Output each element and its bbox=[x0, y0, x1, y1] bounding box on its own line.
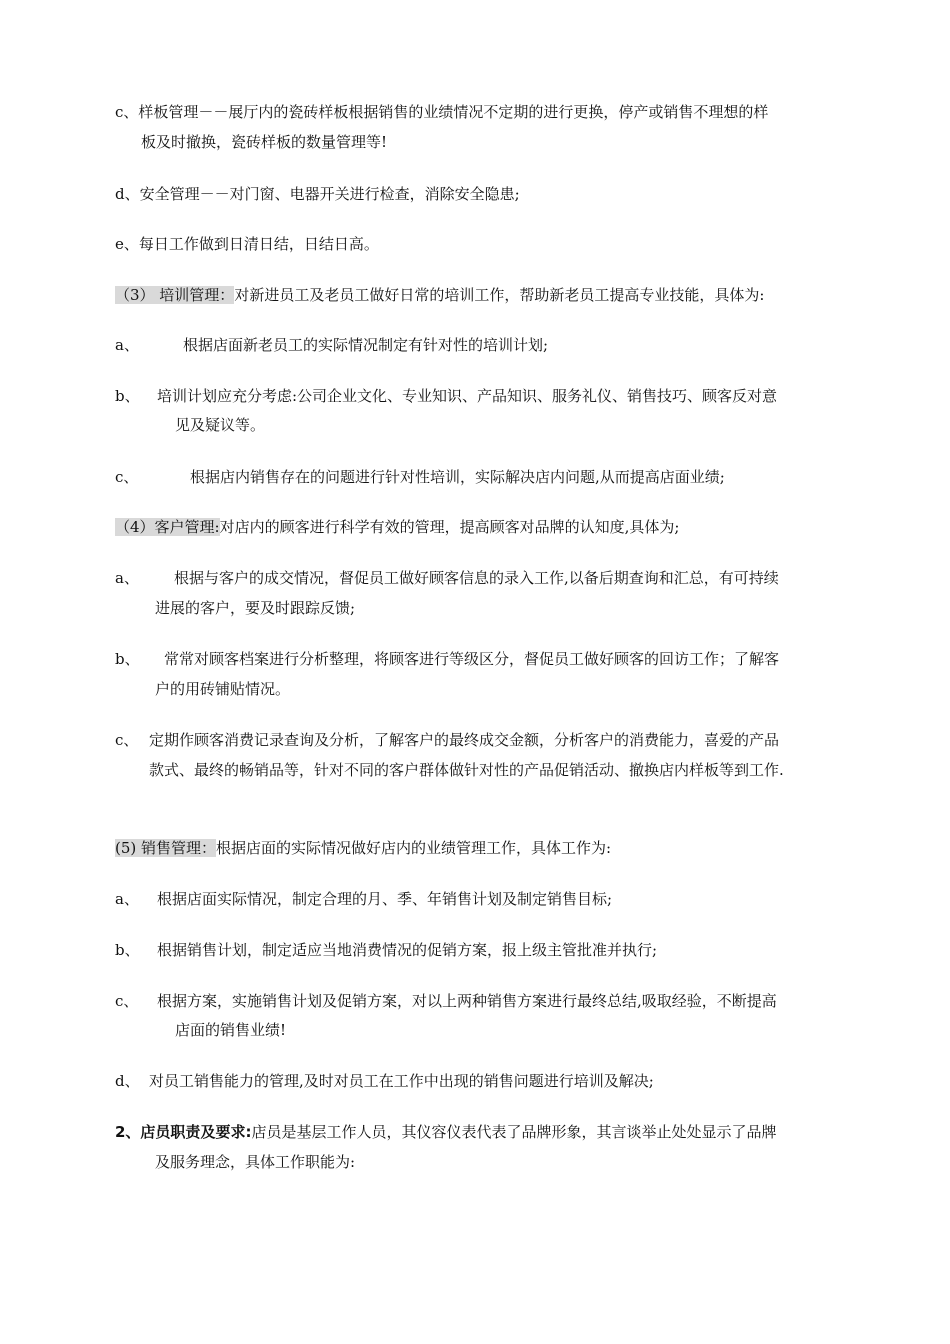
customer-item-a-cont: 进展的客户，要及时跟踪反馈; bbox=[155, 599, 356, 617]
sales-item-c-cont: 店面的销售业绩! bbox=[175, 1021, 287, 1039]
sales-item-c-marker: c、 bbox=[115, 992, 139, 1010]
training-item-b-cont: 见及疑议等。 bbox=[175, 416, 266, 434]
section-customer-label: （4）客户管理: bbox=[115, 518, 220, 536]
section-training-text: 对新进员工及老员工做好日常的培训工作，帮助新老员工提高专业技能，具体为: bbox=[234, 286, 765, 304]
item-c-sample-management-cont: 板及时撤换，瓷砖样板的数量管理等! bbox=[141, 133, 388, 151]
customer-item-b-marker: b、 bbox=[115, 650, 140, 668]
customer-item-b-cont: 户的用砖铺贴情况。 bbox=[155, 680, 291, 698]
item-d-safety-management: d、安全管理－－对门窗、电器开关进行检查，消除安全隐患; bbox=[115, 185, 520, 203]
item-e-daily-work: e、每日工作做到日清日结，日结日高。 bbox=[115, 235, 379, 253]
training-item-c: 根据店内销售存在的问题进行针对性培训，实际解决店内问题,从而提高店面业绩; bbox=[190, 468, 725, 486]
customer-item-c-marker: c、 bbox=[115, 731, 139, 749]
training-item-c-marker: c、 bbox=[115, 468, 139, 486]
training-item-a: 根据店面新老员工的实际情况制定有针对性的培训计划; bbox=[183, 336, 549, 354]
customer-item-a: 根据与客户的成交情况，督促员工做好顾客信息的录入工作,以备后期查询和汇总，有可持续 bbox=[174, 569, 779, 587]
section-training-label: （3） 培训管理： bbox=[115, 286, 235, 304]
section-sales-label: (5) 销售管理： bbox=[115, 839, 217, 857]
section-sales-heading bbox=[115, 837, 611, 859]
section-staff-duties-text: 店员是基层工作人员，其仪容仪表代表了品牌形象，其言谈举止处处显示了品牌 bbox=[251, 1123, 777, 1141]
sales-item-a-marker: a、 bbox=[115, 890, 139, 908]
sales-item-d-marker: d、 bbox=[115, 1072, 140, 1090]
section-customer-heading bbox=[115, 516, 679, 538]
training-item-b-marker: b、 bbox=[115, 387, 140, 405]
sales-item-d: 对员工销售能力的管理,及时对员工在工作中出现的销售问题进行培训及解决; bbox=[149, 1072, 654, 1090]
section-training-heading bbox=[115, 284, 764, 306]
sales-item-a: 根据店面实际情况，制定合理的月、季、年销售计划及制定销售目标; bbox=[157, 890, 613, 908]
training-item-b: 培训计划应充分考虑:公司企业文化、专业知识、产品知识、服务礼仪、销售技巧、顾客反对意 bbox=[157, 387, 778, 405]
customer-item-c: 定期作顾客消费记录查询及分析，了解客户的最终成交金额，分析客户的消费能力，喜爱的产品 bbox=[149, 731, 780, 749]
section-staff-duties-heading bbox=[115, 1121, 776, 1143]
customer-item-a-marker: a、 bbox=[115, 569, 139, 587]
sales-item-c: 根据方案，实施销售计划及促销方案，对以上两种销售方案进行最终总结,吸取经验，不断提高 bbox=[157, 992, 777, 1010]
sales-item-b-marker: b、 bbox=[115, 941, 140, 959]
item-c-sample-management: c、样板管理－－展厅内的瓷砖样板根据销售的业绩情况不定期的进行更换，停产或销售不理想的样 bbox=[115, 103, 769, 121]
training-item-a-marker: a、 bbox=[115, 336, 139, 354]
sales-item-b: 根据销售计划，制定适应当地消费情况的促销方案，报上级主管批准并执行; bbox=[157, 941, 658, 959]
section-staff-duties-cont: 及服务理念，具体工作职能为: bbox=[155, 1153, 356, 1171]
customer-item-c-cont: 款式、最终的畅销品等，针对不同的客户群体做针对性的产品促销活动、撤换店内样板等到工作. bbox=[149, 761, 784, 779]
section-staff-duties-label: 2、店员职责及要求: bbox=[115, 1123, 252, 1141]
customer-item-b: 常常对顾客档案进行分析整理，将顾客进行等级区分，督促员工做好顾客的回访工作；了解客 bbox=[164, 650, 780, 668]
section-sales-text: 根据店面的实际情况做好店内的业绩管理工作，具体工作为: bbox=[216, 839, 612, 857]
section-customer-text: 对店内的顾客进行科学有效的管理，提高顾客对品牌的认知度,具体为; bbox=[219, 518, 680, 536]
